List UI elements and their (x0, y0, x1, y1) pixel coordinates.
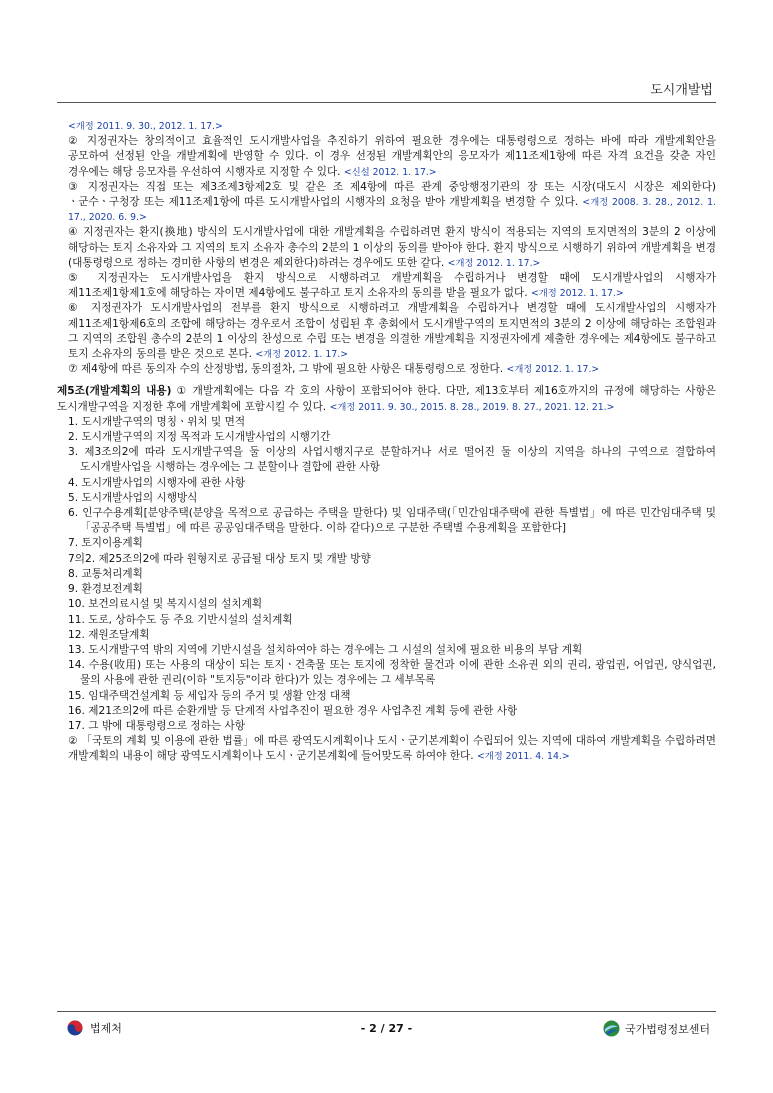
paragraph-5 (68, 271, 716, 301)
item-list (68, 415, 716, 734)
amendment-note: <개정 2008. 3. 28., 2012. 1. 17., 2020. 6. 9.> (68, 197, 716, 224)
amendment-note: <개정 2012. 1. 17.> (255, 349, 349, 361)
paragraph-text: ⑦ 제4항에 따른 동의자 수의 산정방법, 동의절차, 그 밖에 필요한 사항은 대통령령으로 정한다. (68, 363, 504, 376)
list-item: 13. 도시개발구역 밖의 지역에 기반시설을 설치하여야 하는 경우에는 그 시설의 설치에 필요한 비용의 부담 계획 (68, 643, 583, 656)
list-item: 1. 도시개발구역의 명칭ㆍ위치 및 면적 (68, 415, 246, 428)
amendment-note: <개정 2011. 4. 14.> (476, 751, 570, 763)
page-header-title: 도시개발법 (650, 83, 713, 98)
list-item: 7. 토지이용계획 (68, 537, 143, 550)
paragraph-text: ② 「국토의 계획 및 이용에 관한 법률」에 따른 광역도시계획이나 도시ㆍ군기본계획이 수립되어 있는 지역에 대하여 개발계획을 수립하려면 개발계획의 내용이 해당 광역도시계획이나 도시ㆍ군기본계획에 들어맞도록 하여야 한다. (68, 735, 716, 763)
paragraph-7 (68, 362, 716, 377)
list-item: 12. 재원조달계획 (68, 628, 150, 641)
document-body (57, 119, 716, 765)
article-5-paragraph-2 (68, 734, 716, 764)
law-center-logo-icon (603, 1020, 620, 1037)
list-item: 14. 수용(收用) 또는 사용의 대상이 되는 토지ㆍ건축물 또는 토지에 정착한 물건과 이에 관한 소유권 외의 권리, 광업권, 어업권, 양식업권, 물의 사용에 관한 권리(이하 "토지등"이라 한다)가 있는 경우에는 그 세부목록 (68, 659, 716, 687)
list-item: 4. 도시개발사업의 시행자에 관한 사항 (68, 476, 246, 489)
paragraph-text: ⑥ 지정권자가 도시개발사업의 전부를 환지 방식으로 시행하려고 개발계획을 수립하거나 변경할 때에 도시개발사업의 시행자가 제11조제1항제6호의 조합에 해당하는 경우로서 조합이 성립된 후 총회에서 도시개발구역의 토지면적의 3분의 2 이상에 해당하는 조합원과 그 지역의 조합원 총수의 2분의 1 이상의 찬성으로 수립 또는 변경을 의결한 개발계획을 지정권자에게 제출한 경우에는 제4항에도 불구하고 토지 소유자의 동의를 받은 것으로 본다. (68, 302, 716, 361)
list-item: 10. 보건의료시설 및 복지시설의 설치계획 (68, 598, 263, 611)
paragraph-text: ② 지정권자는 창의적이고 효율적인 도시개발사업을 추진하기 위하여 필요한 경우에는 대통령령으로 정하는 바에 따라 개발계획안을 공모하여 선정된 안을 개발계획에 반영할 수 있다. 이 경우 선정된 개발계획안의 응모자가 제11조제1항에 따른 자격 요건을 갖춘 자인 경우에는 해당 응모자를 우선하여 시행자로 지정할 수 있다. (68, 135, 716, 178)
article-5 (57, 384, 716, 414)
amendment-note: <신설 2012. 1. 17.> (343, 166, 437, 178)
list-item: 5. 도시개발사업의 시행방식 (68, 491, 198, 504)
list-item: 11. 도로, 상하수도 등 주요 기반시설의 설치계획 (68, 613, 293, 626)
paragraph-3 (68, 180, 716, 226)
page-footer (57, 1018, 716, 1040)
paragraph-text: ④ 지정권자는 환지(換地) 방식의 도시개발사업에 대한 개발계획을 수립하려면 환지 방식이 적용되는 지역의 토지면적의 3분의 2 이상에 해당하는 토지 소유자와 그 지역의 토지 소유자 총수의 2분의 1 이상의 동의를 받아야 한다. 환지 방식으로 시행하기 위하여 개발계획을 변경(대통령령으로 정하는 경미한 사항의 변경은 제외한다)하려는 경우에도 또한 같다. (68, 226, 716, 269)
list-item: 2. 도시개발구역의 지정 목적과 도시개발사업의 시행기간 (68, 431, 331, 444)
paragraph-text: ⑤ 지정권자는 도시개발사업을 환지 방식으로 시행하려고 개발계획을 수립하거나 변경할 때에 도시개발사업의 시행자가 제11조제1항제1호에 해당하는 자이면 제4항에도 불구하고 토지 소유자의 동의를 받을 필요가 없다. (68, 272, 716, 300)
article-title: 제5조(개발계획의 내용) (57, 385, 172, 398)
paragraph-text: ① 개발계획에는 다음 각 호의 사항이 포함되어야 한다. 다만, 제13호부터 제16호까지의 규정에 해당하는 사항은 도시개발구역을 지정한 후에 개발계획에 포함시킬 수 있다. (57, 385, 716, 413)
list-item: 17. 그 밖에 대통령령으로 정하는 사항 (68, 719, 245, 732)
list-item: 8. 교통처리계획 (68, 567, 143, 580)
list-item: 9. 환경보전계획 (68, 583, 143, 596)
amendment-note: <개정 2011. 9. 30., 2015. 8. 28., 2019. 8. 27., 2021. 12. 21.> (329, 401, 615, 413)
paragraph-6 (68, 301, 716, 362)
amendment-note: <개정 2012. 1. 17.> (447, 257, 541, 269)
page-number: - 2 / 27 - (360, 1022, 413, 1035)
amendment-note: <개정 2011. 9. 30., 2012. 1. 17.> (68, 121, 223, 132)
list-item: 15. 임대주택건설계획 등 세입자 등의 주거 및 생활 안정 대책 (68, 689, 351, 702)
list-item: 6. 인구수용계획[분양주택(분양을 목적으로 공급하는 주택을 말한다) 및 임대주택(「민간임대주택에 관한 특별법」에 따른 민간임대주택 및 「공공주택 특별법」에 따른 공공임대주택을 말한다. 이하 같다)으로 구분한 주택별 수용계획을 포함한다] (68, 507, 716, 535)
law-center-name: 국가법령정보센터 (624, 1022, 710, 1036)
list-item: 7의2. 제25조의2에 따라 원형지로 공급될 대상 토지 및 개발 방향 (68, 552, 371, 565)
paragraph-2 (68, 119, 716, 180)
list-item: 16. 제21조의2에 따른 순환개발 등 단계적 사업추진이 필요한 경우 사업추진 계획 등에 관한 사항 (68, 704, 518, 717)
amendment-note: <개정 2012. 1. 17.> (506, 364, 600, 376)
footer-divider (57, 1011, 716, 1012)
footer-right (603, 1020, 710, 1037)
amendment-note: <개정 2012. 1. 17.> (531, 288, 624, 300)
ministry-name: 법제처 (90, 1022, 122, 1035)
list-item: 3. 제3조의2에 따라 도시개발구역을 둘 이상의 사업시행지구로 분할하거나 서로 떨어진 둘 이상의 지역을 하나의 구역으로 결합하여 도시개발사업을 시행하는 경우에는 그 분할이나 결합에 관한 사항 (68, 446, 716, 474)
paragraph-4 (68, 225, 716, 271)
paragraph-text: ③ 지정권자는 직접 또는 제3조제3항제2호 및 같은 조 제4항에 따른 관계 중앙행정기관의 장 또는 시장(대도시 시장은 제외한다)ㆍ군수ㆍ구청장 또는 제11조제1항에 따른 도시개발사업의 시행자의 요청을 받아 개발계획을 변경할 수 있다. (68, 180, 716, 209)
header-divider (57, 102, 716, 103)
